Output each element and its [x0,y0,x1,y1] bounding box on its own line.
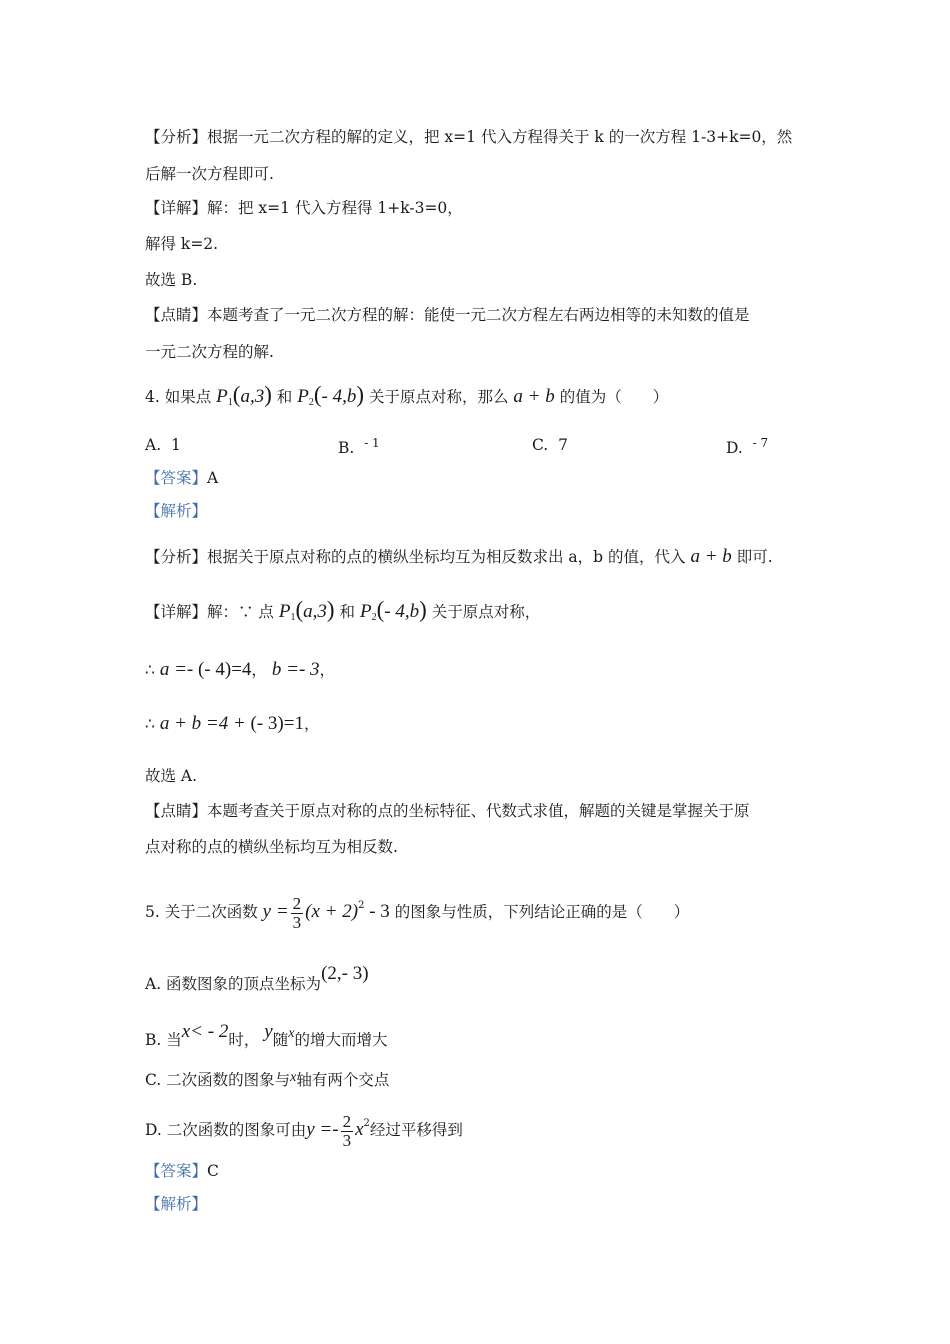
q3-choice: 故选 B. [145,271,198,289]
q4-choice: 故选 A. [145,767,198,785]
q5-option-d: D. 二次函数的图象可由y =- $\frac{2}{3}$ $x^2$经过平移得到 [145,1111,463,1150]
q4-point-p2: $P_2$ [297,386,314,408]
q3-analysis-line2: 后解一次方程即可. [145,165,274,183]
q4-stem-end: 的值为（ ） [559,388,669,406]
q4-option-c: C. 7 [532,436,568,454]
q4-expr: a + b [513,386,555,407]
q3-comment-line1: 【点睛】本题考查了一元二次方程的解：能使一元二次方程左右两边相等的未知数的值是 [145,306,750,324]
q3-detail-line2: 解得 k=2. [145,235,219,253]
q4-option-b: B. $^{- 1}$ [338,436,380,457]
q5-answer: 【答案】C [145,1162,219,1180]
q4-stem-mid: 关于原点对称，那么 [368,388,509,406]
q4-step1: ∴ a =- (- 4)=4， b =- 3， [145,659,336,680]
q5-fraction: $\frac{2}{3}$ [292,893,302,932]
q5-option-b: B. 当x< - 2时， y随x的增大而增大 [145,1021,388,1049]
q4-stem-prefix: 4. 如果点 [145,388,212,406]
q4-comment-line2: 点对称的点的横纵坐标均互为相反数. [145,838,398,856]
q4-point-p1: $P_1$ [216,386,233,408]
q5-explain-tag: 【解析】 [145,1195,208,1213]
q4-step2: ∴ a + b =4 + (- 3)=1， [145,713,320,734]
q4-comment-line1: 【点睛】本题考查关于原点对称的点的坐标特征、代数式求值，解题的关键是掌握关于原 [145,802,750,820]
q4-detail: 【详解】解：∵ 点 $P_1(a,3)$ 和 $P_2(-$ 4,b) 关于原点对称， [145,597,541,623]
q4-p2-coords: - 4,b [321,386,357,407]
q4-option-a: A. 1 [145,436,181,454]
q5-stem: 5. 关于二次函数 y = $\frac{2}{3}$ $(x + 2)^2 - 3$ 的图象与性质，下列结论正确的是（ ） [145,893,690,932]
q5-option-c: C. 二次函数的图象与x轴有两个交点 [145,1070,390,1089]
q4-answer: 【答案】A [145,469,219,487]
q4-analysis: 【分析】根据关于原点对称的点的横纵坐标均互为相反数求出 a，b 的值，代入 a + b 即可. [145,546,773,567]
q4-stem: 4. 如果点 $P_1(a,3)$ 和 $P_2(-$ 4,b) 关于原点对称，那么 a + b 的值为（ ） [145,382,669,408]
q3-detail-line1: 【详解】解：把 x=1 代入方程得 1+k-3=0， [145,199,463,217]
q3-analysis-line1: 【分析】根据一元二次方程的解的定义，把 x=1 代入方程得关于 k 的一次方程 1-3+k=0，然 [145,128,793,146]
q4-and: 和 [276,388,293,406]
q4-option-d: D. $^{- 7}$ [726,436,769,457]
q5-option-a: A. 函数图象的顶点坐标为(2,- 3) [145,963,369,993]
q4-p1-coords: a,3 [240,386,265,407]
q3-comment-line2: 一元二次方程的解. [145,343,274,361]
q4-explain-tag: 【解析】 [145,502,208,520]
